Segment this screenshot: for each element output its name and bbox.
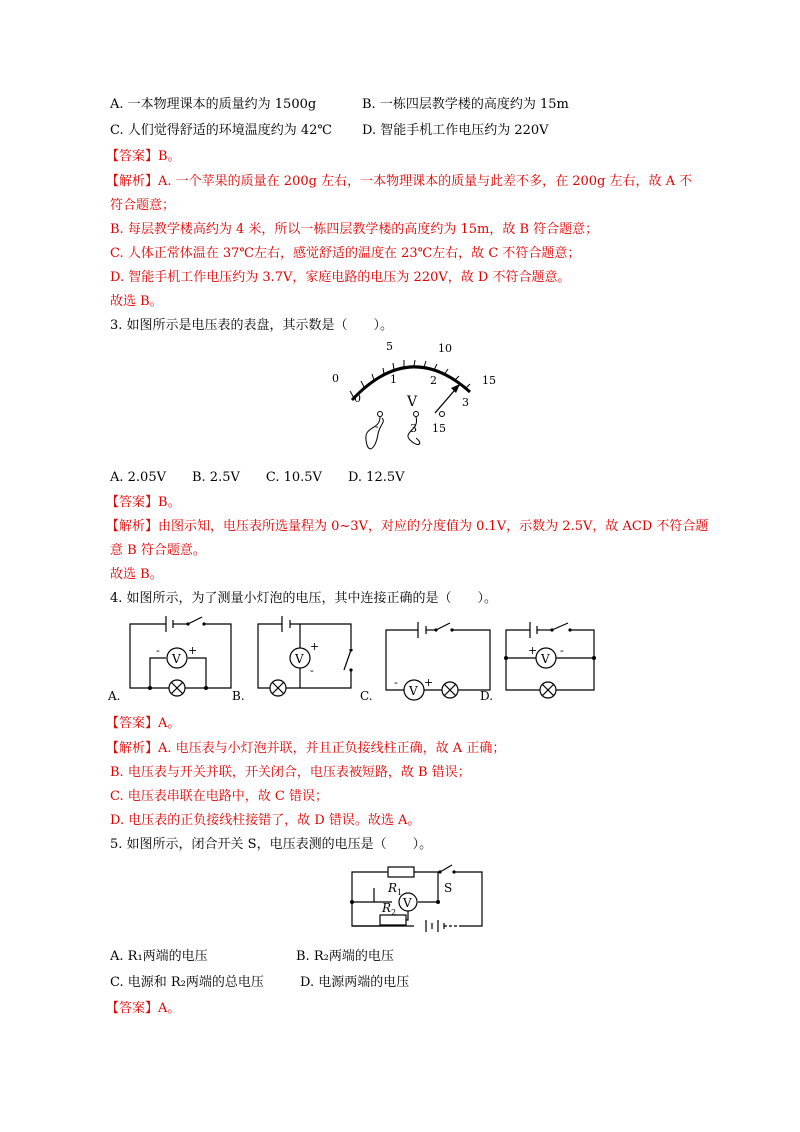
q5-option-b: B. R₂两端的电压 <box>296 949 394 964</box>
circuit-b-plus: + <box>310 640 320 653</box>
q3-options: A. 2.05V B. 2.5V C. 10.5V D. 12.5V <box>110 470 405 485</box>
q2-analysis-2: B. 每层教学楼高约为 4 米，所以一栋四层教学楼的高度约为 15m，故 B 符合题意； <box>110 222 599 237</box>
circuit-d <box>504 620 596 694</box>
circuit-a-minus: - <box>156 644 160 657</box>
circuit-c <box>384 620 492 698</box>
circuit-a <box>128 614 233 694</box>
circuit-c-plus: + <box>424 676 434 689</box>
dial-lower-1: 1 <box>390 373 397 386</box>
terminal-3: 3 <box>410 422 417 435</box>
answer-value: A。 <box>158 716 181 731</box>
answer-value: B。 <box>158 495 181 510</box>
q2-answer <box>106 148 181 166</box>
circuit-d-meter-symbol: V <box>541 652 550 666</box>
terminal-15: 15 <box>432 422 446 435</box>
circuit-a-meter-symbol: V <box>172 652 181 666</box>
analysis-tag: 【解析】 <box>106 519 159 534</box>
q2-analysis-1b: 符合题意； <box>110 198 176 213</box>
answer-tag: 【答案】 <box>106 716 159 731</box>
dial-v-symbol: V <box>407 394 418 410</box>
circuit-c-minus: - <box>394 676 398 689</box>
analysis-text: 由图示知，电压表所选量程为 0~3V，对应的分度值为 0.1V，示数为 2.5V，故 ACD 不符合题 <box>158 519 709 534</box>
q5-answer <box>106 1000 180 1018</box>
caption-a: A. <box>108 689 121 703</box>
q2-analysis-4: D. 智能手机工作电压约为 3.7V，家庭电路的电压为 220V，故 D 不符合题意。 <box>110 270 571 285</box>
q2-option-c: C. 人们觉得舒适的环境温度约为 42℃ <box>110 123 332 138</box>
answer-tag: 【答案】 <box>106 149 159 164</box>
dial-lower-0: 0 <box>354 392 361 405</box>
circuit-c-meter-symbol: V <box>409 684 418 698</box>
circuit-d-plus: + <box>528 644 538 657</box>
circuit-a-plus: + <box>188 644 198 657</box>
q4-answer <box>106 715 180 733</box>
q5-label-r1: $R_1$ <box>388 881 403 897</box>
q3-analysis-1b: 意 B 符合题意。 <box>110 543 206 558</box>
analysis-tag: 【解析】 <box>106 741 159 756</box>
q4-analysis-3: C. 电压表串联在电路中，故 C 错误； <box>110 789 328 804</box>
q2-option-a: A. 一本物理课本的质量约为 1500g <box>110 97 317 112</box>
caption-b: B. <box>232 689 245 703</box>
answer-value: B。 <box>158 149 181 164</box>
q4-analysis-2: B. 电压表与开关并联，开关闭合，电压表被短路，故 B 错误； <box>110 765 471 780</box>
dial-lower-3: 3 <box>462 396 469 409</box>
circuit-b-minus: - <box>310 664 314 677</box>
q2-conclusion: 故选 B。 <box>110 294 163 309</box>
dial-lower-2: 2 <box>430 374 437 387</box>
q2-option-d: D. 智能手机工作电压约为 220V <box>362 123 549 138</box>
q3-conclusion: 故选 B。 <box>110 567 163 582</box>
q5-label-s: S <box>444 881 453 895</box>
answer-tag: 【答案】 <box>106 495 159 510</box>
q4-analysis-1 <box>106 740 505 758</box>
analysis-text: A. 电压表与小灯泡并联，并且正负接线柱正确，故 A 正确； <box>158 741 506 756</box>
q3-analysis-1 <box>106 518 708 536</box>
caption-c: C. <box>360 689 373 703</box>
terminal-minus: - <box>375 420 379 433</box>
circuit-d-minus: - <box>560 644 564 657</box>
q4-analysis-4: D. 电压表的正负接线柱接错了，故 D 错误。故选 A。 <box>110 813 421 828</box>
q5-option-a: A. R₁两端的电压 <box>110 949 208 964</box>
q5-option-d: D. 电源两端的电压 <box>300 975 410 990</box>
q3-answer <box>106 494 181 512</box>
q2-option-b: B. 一栋四层教学楼的高度约为 15m <box>362 97 569 112</box>
dial-upper-15: 15 <box>482 374 496 387</box>
circuit-q5 <box>348 862 488 938</box>
dial-upper-10: 10 <box>438 342 452 355</box>
circuit-b <box>256 614 356 694</box>
q5-meter-symbol: V <box>403 896 412 910</box>
q5-option-c: C. 电源和 R₂两端的总电压 <box>110 975 264 990</box>
answer-tag: 【答案】 <box>106 1001 159 1016</box>
q2-analysis-1 <box>106 173 692 191</box>
q5-label-r2: $R_2$ <box>382 901 397 917</box>
q4-stem: 4. 如图所示，为了测量小灯泡的电压，其中连接正确的是（ ）。 <box>110 591 498 606</box>
q3-stem: 3. 如图所示是电压表的表盘，其示数是（ ）。 <box>110 318 394 333</box>
answer-value: A。 <box>158 1001 181 1016</box>
dial-upper-0: 0 <box>332 372 339 385</box>
analysis-tag: 【解析】 <box>106 174 159 189</box>
voltmeter-dial-figure <box>320 340 520 460</box>
analysis-text: A. 一个苹果的质量在 200g 左右，一本物理课本的质量与此差不多，在 200g 左右，故 A 不 <box>158 174 693 189</box>
circuit-b-meter-symbol: V <box>295 652 304 666</box>
caption-d: D. <box>480 689 494 703</box>
q2-analysis-3: C. 人体正常体温在 37℃左右，感觉舒适的温度在 23℃左右，故 C 不符合题意； <box>110 246 581 261</box>
q5-stem: 5. 如图所示，闭合开关 S，电压表测的电压是（ ）。 <box>110 837 433 852</box>
dial-upper-5: 5 <box>386 340 393 353</box>
